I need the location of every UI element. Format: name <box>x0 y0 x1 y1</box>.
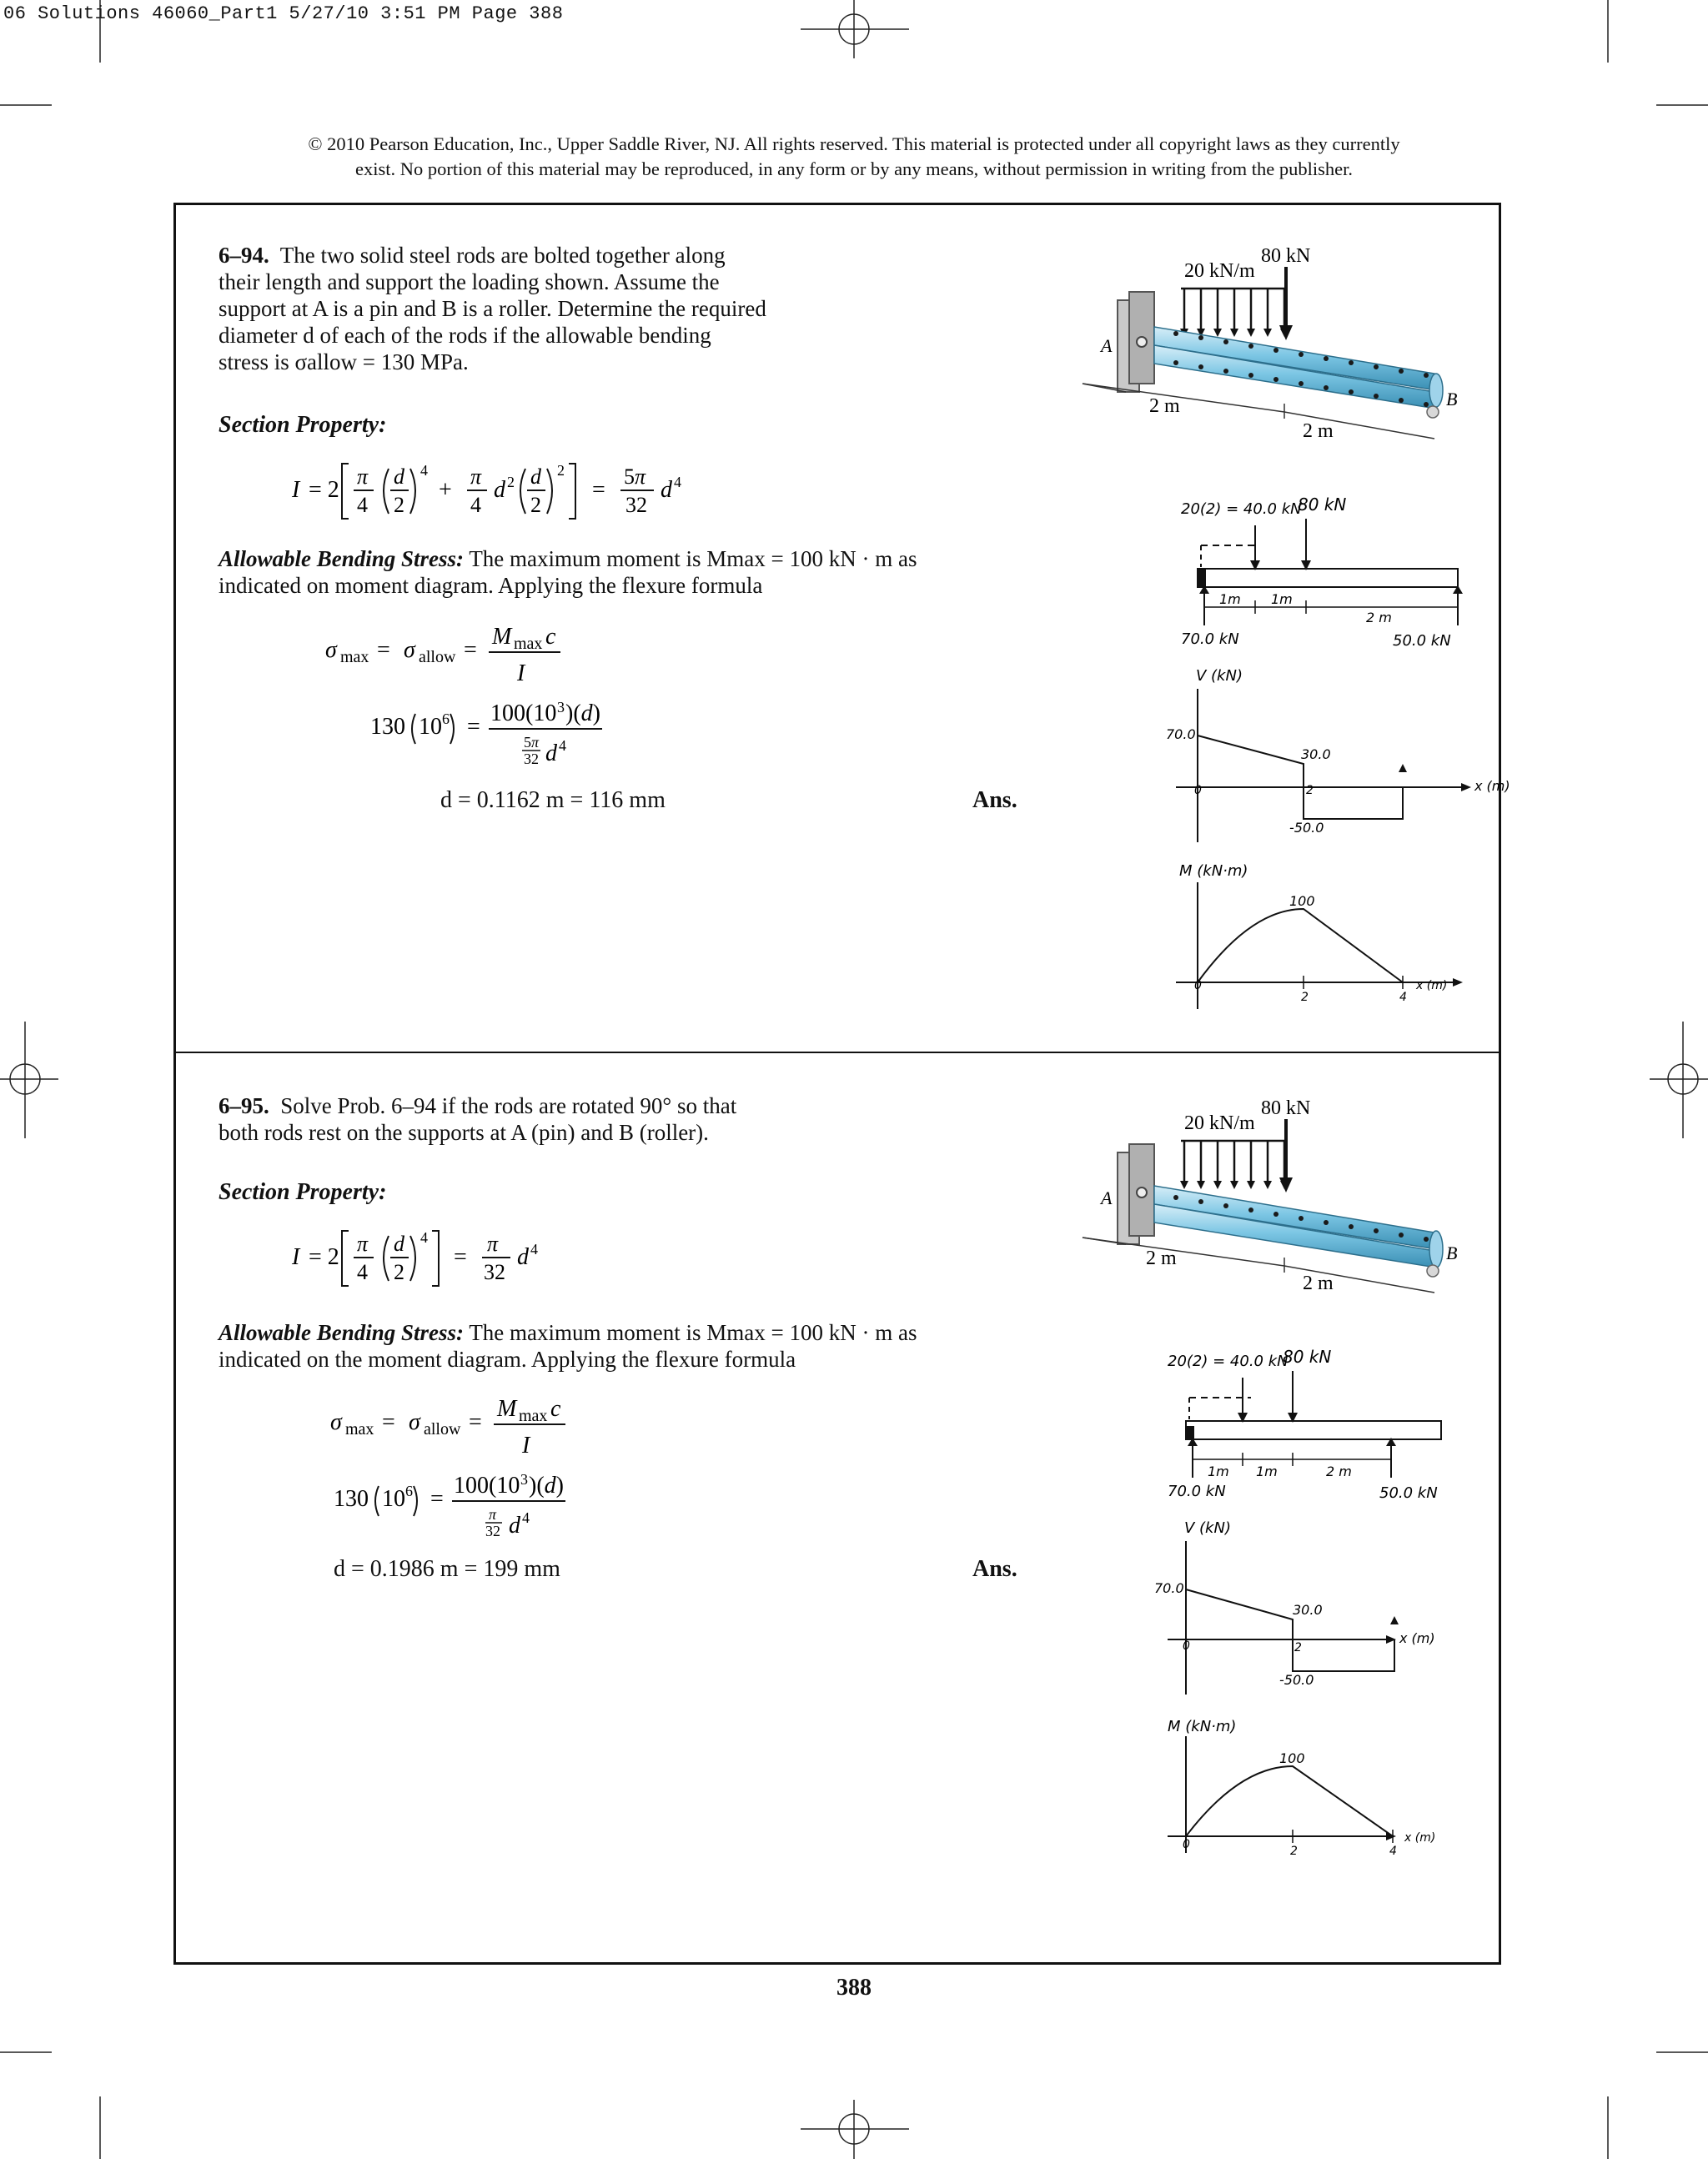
shear-vmin: -50.0 <box>1279 1672 1314 1688</box>
statement-line: Solve Prob. 6–94 if the rods are rotated 90° so that <box>280 1093 737 1118</box>
inertia-equation-94 <box>284 457 717 524</box>
svg-text:=: = <box>467 714 480 740</box>
svg-text:max: max <box>519 1407 548 1425</box>
shear-x-tick: 2 <box>1306 784 1314 797</box>
shear-axis: x (m) <box>1474 778 1510 794</box>
section-property-heading: Section Property: <box>219 412 387 438</box>
svg-text:5π: 5π <box>624 464 646 489</box>
fbd-seg2: 1m <box>1256 1464 1278 1479</box>
dim-right: 2 m <box>1303 1273 1334 1294</box>
svg-text:100(10: 100(10 <box>490 700 557 726</box>
statement-line: stress is σallow = 130 MPa. <box>219 349 469 374</box>
svg-text:σ: σ <box>325 637 337 663</box>
load-dist-label: 20 kN/m <box>1184 1112 1255 1134</box>
statement-line: The two solid steel rods are bolted together along <box>279 243 726 268</box>
svg-text:=: = <box>377 637 390 663</box>
fbd-reaction-a: 70.0 kN <box>1181 630 1239 648</box>
svg-text:10: 10 <box>382 1486 405 1512</box>
fbd-resultant: 20(2) = 40.0 kN <box>1168 1353 1289 1370</box>
loading-figure-95 <box>1076 1094 1468 1303</box>
problem-divider <box>173 1052 1501 1053</box>
statement-line: diameter d of each of the rods if the allowable bending <box>219 323 711 348</box>
label-b: B <box>1446 1243 1458 1263</box>
eq-symbol: = 2 <box>309 477 339 503</box>
svg-text:I: I <box>292 1244 300 1270</box>
label-a: A <box>1101 335 1113 356</box>
svg-text:4: 4 <box>530 1241 538 1258</box>
svg-text:d: d <box>517 1244 529 1270</box>
ans-label-94: Ans. <box>972 787 1017 813</box>
svg-text:I: I <box>517 660 525 686</box>
page-number: 388 <box>836 1975 872 2001</box>
problem-94-statement <box>219 242 789 375</box>
svg-text:π: π <box>470 464 482 489</box>
svg-text:c: c <box>550 1396 561 1422</box>
fbd-seg1: 1m <box>1208 1464 1229 1479</box>
fbd-point-load: 80 kN <box>1283 1347 1332 1367</box>
svg-text:= 2: = 2 <box>309 1244 339 1270</box>
problem-number: 6–95. <box>219 1093 269 1118</box>
svg-text:=: = <box>430 1486 444 1512</box>
svg-text:)(d): )(d) <box>565 700 600 726</box>
fbd-seg2: 1m <box>1271 591 1293 607</box>
svg-text:4: 4 <box>470 493 481 517</box>
svg-text:π: π <box>489 1506 497 1523</box>
shear-vmid: 30.0 <box>1301 746 1331 762</box>
svg-text:M: M <box>497 1396 517 1422</box>
allowable-text: indicated on moment diagram. Applying the flexure formula <box>219 573 763 598</box>
allowable-text: The maximum moment is Mmax = 100 kN · m as <box>469 546 917 571</box>
svg-text:max: max <box>345 1420 374 1438</box>
shear-vmax: 70.0 <box>1154 1580 1184 1596</box>
load-point-label: 80 kN <box>1261 1097 1311 1119</box>
moment-max: 100 <box>1289 893 1315 909</box>
flexure-equation-94 <box>317 617 600 692</box>
svg-text:=: = <box>382 1409 395 1435</box>
svg-text:130: 130 <box>334 1486 369 1512</box>
fbd-seg3: 2 m <box>1326 1464 1352 1479</box>
problem-number: 6–94. <box>219 243 269 268</box>
svg-text:6: 6 <box>442 710 450 727</box>
substitution-equation-94 <box>367 695 617 779</box>
svg-text:32: 32 <box>625 493 647 517</box>
moment-title: M (kN·m) <box>1168 1718 1237 1735</box>
svg-text:)(d): )(d) <box>529 1473 564 1499</box>
loading-figure-94 <box>1076 242 1468 450</box>
svg-text:π: π <box>357 464 369 489</box>
copyright-notice <box>0 132 1708 182</box>
moment-x-tick2: 4 <box>1389 1845 1397 1858</box>
statement-line: support at A is a pin and B is a roller. Determine the required <box>219 296 766 321</box>
svg-text:4: 4 <box>420 1229 428 1246</box>
shear-vmin: -50.0 <box>1289 820 1324 836</box>
moment-axis: x (m) <box>1416 979 1448 992</box>
substitution-equation-95 <box>330 1468 580 1551</box>
shear-origin: 0 <box>1183 1639 1190 1653</box>
svg-text:M: M <box>492 624 512 650</box>
fbd-point-load: 80 kN <box>1298 495 1347 515</box>
svg-text:d: d <box>494 477 505 503</box>
fbd-seg3: 2 m <box>1366 610 1392 625</box>
dim-left: 2 m <box>1149 395 1180 417</box>
svg-text:32: 32 <box>484 1260 505 1284</box>
svg-text:100(10: 100(10 <box>454 1473 520 1499</box>
slug-line: 06 Solutions 46060_Part1 5/27/10 3:51 PM Page 388 <box>3 3 564 24</box>
svg-text:d: d <box>661 477 672 503</box>
svg-text:4: 4 <box>559 737 566 754</box>
moment-x-tick1: 2 <box>1301 991 1309 1004</box>
moment-title: M (kN·m) <box>1179 862 1248 880</box>
moment-x-tick1: 2 <box>1290 1845 1298 1858</box>
svg-text:32: 32 <box>485 1523 500 1539</box>
flexure-equation-95 <box>322 1389 605 1464</box>
shear-vmid: 30.0 <box>1293 1602 1323 1618</box>
shear-origin: 0 <box>1194 784 1202 797</box>
svg-text:6: 6 <box>405 1483 413 1499</box>
svg-text:d: d <box>545 741 557 766</box>
problem-95-statement <box>219 1092 789 1146</box>
moment-origin: 0 <box>1183 1838 1190 1851</box>
svg-text:d: d <box>394 1232 404 1256</box>
ans-label-95: Ans. <box>972 1556 1017 1582</box>
svg-text:130: 130 <box>370 714 405 740</box>
section-property-heading: Section Property: <box>219 1179 387 1205</box>
svg-text:=: = <box>592 477 605 503</box>
fbd-reaction-b: 50.0 kN <box>1379 1484 1438 1502</box>
fbd-reaction-b: 50.0 kN <box>1393 632 1451 650</box>
shear-title: V (kN) <box>1184 1519 1231 1537</box>
allowable-heading: Allowable Bending Stress: <box>219 1320 465 1345</box>
label-a: A <box>1101 1187 1113 1208</box>
svg-text:max: max <box>340 648 369 666</box>
moment-axis: x (m) <box>1404 1831 1436 1845</box>
svg-text:σ: σ <box>330 1409 342 1435</box>
label-b: B <box>1446 389 1458 409</box>
svg-text:max: max <box>514 635 543 653</box>
svg-text:+: + <box>439 477 452 503</box>
svg-text:32: 32 <box>524 751 539 767</box>
svg-text:π: π <box>487 1232 499 1256</box>
inertia-equation-95 <box>284 1224 567 1291</box>
result-94: d = 0.1162 m = 116 mm <box>440 787 666 813</box>
svg-text:allow: allow <box>419 648 456 666</box>
svg-text:σ: σ <box>404 637 415 663</box>
statement-line: both rods rest on the supports at A (pin) and B (roller). <box>219 1120 709 1145</box>
shear-title: V (kN) <box>1196 667 1243 685</box>
svg-text:=: = <box>454 1244 467 1270</box>
svg-text:σ: σ <box>409 1409 420 1435</box>
svg-text:10: 10 <box>419 714 442 740</box>
svg-text:2: 2 <box>394 493 404 517</box>
fbd-resultant: 20(2) = 40.0 kN <box>1181 500 1302 518</box>
svg-text:=: = <box>469 1409 482 1435</box>
shear-vmax: 70.0 <box>1166 726 1196 742</box>
svg-text:d: d <box>394 464 404 489</box>
allowable-text: indicated on the moment diagram. Applying the flexure formula <box>219 1347 796 1372</box>
allowable-stress-94 <box>219 545 969 599</box>
svg-text:allow: allow <box>424 1420 461 1438</box>
dim-right: 2 m <box>1303 420 1334 442</box>
allowable-heading: Allowable Bending Stress: <box>219 546 465 571</box>
diagrams-95 <box>1143 1344 1476 1878</box>
load-point-label: 80 kN <box>1261 245 1311 267</box>
allowable-text: The maximum moment is Mmax = 100 kN · m as <box>469 1320 917 1345</box>
svg-text:2: 2 <box>557 462 565 479</box>
svg-text:2: 2 <box>530 493 541 517</box>
moment-max: 100 <box>1279 1750 1305 1766</box>
svg-text:4: 4 <box>522 1509 530 1526</box>
svg-text:5π: 5π <box>524 734 540 751</box>
svg-text:4: 4 <box>357 1260 368 1284</box>
eq-symbol: I <box>292 477 300 503</box>
svg-text:4: 4 <box>357 493 368 517</box>
moment-origin: 0 <box>1194 979 1202 992</box>
copyright-line-1: © 2010 Pearson Education, Inc., Upper Saddle River, NJ. All rights reserved. This material is protected under all copyright laws as they currently <box>308 133 1400 154</box>
load-dist-label: 20 kN/m <box>1184 260 1255 282</box>
fbd-seg1: 1m <box>1219 591 1241 607</box>
fbd-reaction-a: 70.0 kN <box>1168 1483 1226 1500</box>
copyright-line-2: exist. No portion of this material may be reproduced, in any form or by any means, without permission in writing from the publisher. <box>354 158 1353 179</box>
svg-text:d: d <box>530 464 541 489</box>
shear-axis: x (m) <box>1399 1630 1435 1646</box>
diagrams-94 <box>1151 492 1510 1026</box>
svg-text:π: π <box>357 1232 369 1256</box>
svg-text:2: 2 <box>394 1260 404 1284</box>
svg-text:3: 3 <box>557 699 565 715</box>
dim-left: 2 m <box>1146 1248 1177 1269</box>
svg-text:I: I <box>522 1433 530 1459</box>
svg-text:d: d <box>509 1513 520 1539</box>
allowable-stress-95 <box>219 1319 969 1373</box>
shear-x-tick: 2 <box>1294 1641 1302 1654</box>
moment-x-tick2: 4 <box>1399 991 1407 1004</box>
statement-line: their length and support the loading shown. Assume the <box>219 269 720 294</box>
svg-text:4: 4 <box>420 462 428 479</box>
svg-text:c: c <box>545 624 556 650</box>
svg-text:=: = <box>464 637 477 663</box>
result-95: d = 0.1986 m = 199 mm <box>334 1556 560 1582</box>
svg-text:2: 2 <box>507 474 515 490</box>
svg-text:3: 3 <box>520 1471 528 1488</box>
svg-text:4: 4 <box>674 474 681 490</box>
